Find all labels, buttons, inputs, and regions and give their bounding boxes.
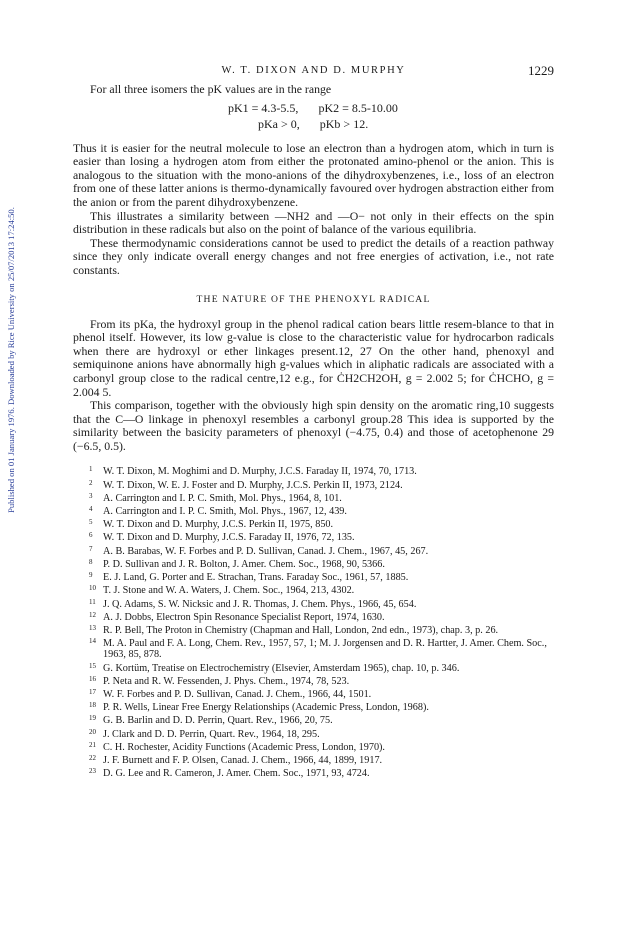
- reference-number: 18: [89, 701, 96, 710]
- reference-item: [89, 557, 554, 570]
- equation-pk-range: [73, 100, 554, 116]
- reference-number: 6: [89, 531, 93, 540]
- reference-item: [89, 727, 554, 740]
- reference-number: 2: [89, 478, 93, 487]
- paragraph-pka: From its pKa, the hydroxyl group in the phenol radical cation bears little resem-blance to that in phenol itself. However, its low g-value is close to the characteristic value for hydrocarbon radicals when there are hydroxyl or ether linkages present.12, 27 On the other hand, phenoxyl and semiquinone anions have abnormally high g-values which in aliphatic radicals are associated with a carbonyl group close to the radical centre,12 e.g., for ĊH2CH2OH, g = 2.002 5; for ĊHCHO, g = 2.004 5.: [73, 316, 554, 399]
- page-header: [73, 63, 554, 83]
- reference-item: [89, 570, 554, 583]
- reference-item: [89, 700, 554, 713]
- reference-text: W. F. Forbes and P. D. Sullivan, Canad. J. Chem., 1966, 44, 1501.: [103, 688, 372, 700]
- reference-text: A. Carrington and I. P. C. Smith, Mol. Phys., 1964, 8, 101.: [103, 492, 342, 504]
- reference-number: 20: [89, 727, 96, 736]
- reference-text: T. J. Stone and W. A. Waters, J. Chem. Soc., 1964, 213, 4302.: [103, 585, 355, 597]
- download-stamp: [3, 0, 19, 935]
- reference-number: 4: [89, 505, 93, 514]
- reference-item: [89, 478, 554, 491]
- reference-text: R. P. Bell, The Proton in Chemistry (Chapman and Hall, London, 2nd edn., 1973), chap. 3, p. 26.: [103, 624, 499, 636]
- reference-number: 1: [89, 465, 93, 474]
- section-heading: THE NATURE OF THE PHENOXYL RADICAL: [196, 293, 431, 305]
- reference-text: E. J. Land, G. Porter and E. Strachan, Trans. Faraday Soc., 1961, 57, 1885.: [103, 572, 409, 584]
- reference-item: [89, 766, 554, 779]
- reference-item: [89, 740, 554, 753]
- reference-text: C. H. Rochester, Acidity Functions (Academic Press, London, 1970).: [103, 741, 385, 753]
- reference-text: J. F. Burnett and F. P. Olsen, Canad. J. Chem., 1966, 44, 1899, 1917.: [103, 754, 383, 766]
- paragraph-comparison: This comparison, together with the obviously high spin density on the aromatic ring,10 suggests that the C—O linkage in phenoxyl resembles a carbonyl group.28 This idea is supported by the similarity between the basicity parameters of phenoxyl (−4.75, 0.4) and those of acetophenone 29 (−6.5, 0.5).: [73, 398, 554, 453]
- reference-number: 8: [89, 557, 93, 566]
- reference-item: [89, 544, 554, 557]
- reference-item: [89, 623, 554, 636]
- download-stamp-text: Published on 01 January 1976. Downloaded by Rice University on 25/07/2013 17:24:50.: [6, 207, 16, 513]
- reference-text: G. Kortüm, Treatise on Electrochemistry (Elsevier, Amsterdam 1965), chap. 10, p. 346.: [103, 662, 460, 674]
- reference-item: [89, 713, 554, 726]
- reference-number: 12: [89, 610, 96, 619]
- equation-pka-pkb: [73, 116, 554, 132]
- reference-item: [89, 610, 554, 623]
- reference-number: 16: [89, 674, 96, 683]
- reference-number: 15: [89, 661, 96, 670]
- reference-text: A. Carrington and I. P. C. Smith, Mol. Phys., 1967, 12, 439.: [103, 506, 347, 518]
- reference-number: 19: [89, 714, 96, 723]
- running-head: W. T. DIXON AND D. MURPHY: [221, 65, 406, 76]
- reference-number: 13: [89, 623, 96, 632]
- reference-text: D. G. Lee and R. Cameron, J. Amer. Chem. Soc., 1971, 93, 4724.: [103, 768, 370, 780]
- reference-text: W. T. Dixon and D. Murphy, J.C.S. Perkin II, 1975, 850.: [103, 519, 334, 531]
- reference-item: [89, 636, 554, 660]
- reference-text: W. T. Dixon, M. Moghimi and D. Murphy, J.C.S. Faraday II, 1974, 70, 1713.: [103, 466, 417, 478]
- reference-item: [89, 464, 554, 477]
- page-number: 1229: [528, 63, 554, 78]
- reference-number: 10: [89, 584, 96, 593]
- paragraph-similarity: This illustrates a similarity between —NH2 and —O− not only in their effects on the spin distribution in these radicals but also on the point of balance of the various equilibria.: [73, 208, 554, 237]
- reference-item: [89, 530, 554, 543]
- reference-text: A. B. Barabas, W. F. Forbes and P. D. Sullivan, Canad. J. Chem., 1967, 45, 267.: [103, 545, 429, 557]
- reference-item: [89, 517, 554, 530]
- reference-item: [89, 597, 554, 610]
- reference-text: W. T. Dixon and D. Murphy, J.C.S. Faraday II, 1976, 72, 135.: [103, 532, 355, 544]
- equation-pkb: pKb > 12.: [319, 116, 369, 131]
- reference-number: 22: [89, 753, 96, 762]
- reference-number: 14: [89, 637, 96, 646]
- paragraph-electron-loss: Thus it is easier for the neutral molecule to lose an electron than a hydrogen atom, which in turn is easier than losing a hydrogen atom from either the protonated amino-phenol or the anion. This is analogous to the situation with the mono-anions of the dihydroxybenzenes, i.e., loss of an electron from one of these latter anions is thermo-dynamically favoured over hydrogen abstraction either from the anion or from the parent dihydroxybenzene.: [73, 140, 554, 209]
- reference-text: P. Neta and R. W. Fessenden, J. Phys. Chem., 1974, 78, 523.: [103, 675, 350, 687]
- equation-pka: pKa > 0,: [258, 116, 300, 131]
- reference-text: A. J. Dobbs, Electron Spin Resonance Specialist Report, 1974, 1630.: [103, 611, 385, 623]
- reference-item: [89, 491, 554, 504]
- reference-text: P. D. Sullivan and J. R. Bolton, J. Amer. Chem. Soc., 1968, 90, 5366.: [103, 558, 385, 570]
- reference-text: J. Q. Adams, S. W. Nicksic and J. R. Thomas, J. Chem. Phys., 1966, 45, 654.: [103, 598, 417, 610]
- paragraph-isomers: For all three isomers the pK values are in the range: [90, 82, 332, 96]
- reference-text: G. B. Barlin and D. D. Perrin, Quart. Rev., 1966, 20, 75.: [103, 715, 333, 727]
- reference-item: [89, 661, 554, 674]
- reference-number: 9: [89, 571, 93, 580]
- equation-pk1: pK1 = 4.3-5.5,: [228, 100, 299, 115]
- reference-number: 23: [89, 767, 96, 776]
- reference-text: W. T. Dixon, W. E. J. Foster and D. Murphy, J.C.S. Perkin II, 1973, 2124.: [103, 479, 403, 491]
- reference-item: [89, 753, 554, 766]
- reference-text: M. A. Paul and F. A. Long, Chem. Rev., 1957, 57, 1; M. J. Jorgensen and D. R. Hartter, J. Amer. Chem. Soc., 1963, 85, 878.: [103, 638, 547, 661]
- reference-item: [89, 674, 554, 687]
- reference-item: [89, 583, 554, 596]
- reference-text: P. R. Wells, Linear Free Energy Relationships (Academic Press, London, 1968).: [103, 702, 429, 714]
- reference-number: 17: [89, 687, 96, 696]
- reference-number: 11: [89, 597, 96, 606]
- reference-list: [73, 464, 554, 779]
- paragraph-thermodynamic: These thermodynamic considerations cannot be used to predict the details of a reaction pathway since they only indicate overall energy changes and not free energies of activation, i.e., not rate constants.: [73, 235, 554, 277]
- reference-text: J. Clark and D. D. Perrin, Quart. Rev., 1964, 18, 295.: [103, 728, 320, 740]
- reference-number: 3: [89, 491, 93, 500]
- equation-pk2: pK2 = 8.5-10.00: [318, 100, 398, 115]
- reference-item: [89, 687, 554, 700]
- reference-number: 21: [89, 740, 96, 749]
- reference-number: 7: [89, 544, 93, 553]
- reference-number: 5: [89, 518, 93, 527]
- reference-item: [89, 504, 554, 517]
- journal-page: [73, 0, 554, 779]
